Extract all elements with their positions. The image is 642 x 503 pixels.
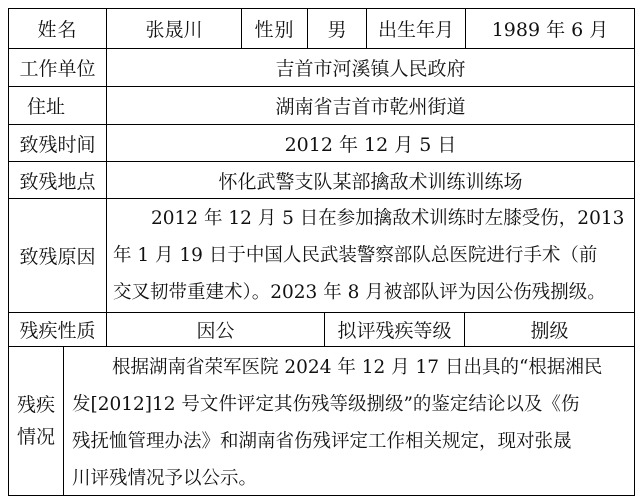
name-label: 姓名: [37, 19, 78, 41]
situation-line: 残抚恤管理办法》和湖南省伤残评定工作相关规定，现对张晟: [72, 431, 572, 452]
gender-value: 男: [327, 19, 347, 41]
disability-nature-value: 因公: [196, 320, 235, 342]
situation-label-line: 残疾: [16, 394, 55, 416]
injury-time-label: 致残时间: [19, 133, 96, 156]
name-value: 张晟川: [145, 19, 203, 41]
injury-time-value: 2012 年 12 月 5 日: [284, 133, 457, 156]
column-divider: [63, 346, 64, 496]
injury-place-value: 怀化武警支队某部擒敌术训练训练场: [218, 170, 523, 193]
injury-cause-label: 致残原因: [19, 246, 96, 268]
disability-grade-value: 捌级: [530, 320, 569, 342]
table-border-right: [634, 8, 635, 496]
injury-cause-line: 年 1 月 19 日于中国人民武装警察部队总医院进行手术（前: [113, 245, 598, 266]
address-label: 住址: [27, 96, 66, 118]
situation-label-line: 情况: [16, 426, 55, 448]
situation-line: 根据湖南省荣军医院 2024 年 12 月 17 日出具的“根据湘民: [112, 357, 603, 378]
disability-grade-label: 拟评残疾等级: [337, 320, 452, 342]
situation-label: [9, 347, 63, 495]
gender-label: 性别: [254, 19, 295, 41]
injury-cause-text: [113, 200, 631, 311]
injury-cause-line: 交叉韧带重建术）。2023 年 8 月被部队评为因公伤残捌级。: [113, 282, 606, 303]
injury-place-label: 致残地点: [19, 170, 96, 193]
birth-label: 出生年月: [377, 19, 454, 41]
disability-nature-label: 残疾性质: [19, 320, 96, 342]
situation-line: 发[2012]12 号文件评定其伤残等级捌级”的鉴定结论以及《伤: [72, 394, 580, 415]
birth-value: 1989 年 6 月: [491, 19, 609, 41]
situation-line: 川评残情况予以公示。: [72, 468, 258, 489]
address-value: 湖南省吉首市乾州街道: [275, 96, 466, 118]
work-unit-value: 吉首市河溪镇人民政府: [275, 58, 466, 80]
situation-text: [72, 349, 632, 497]
row-divider: [8, 346, 635, 347]
work-unit-label: 工作单位: [19, 58, 96, 80]
injury-cause-line: 2012 年 12 月 5 日在参加擒敌术训练时左膝受伤，2013: [151, 208, 625, 229]
